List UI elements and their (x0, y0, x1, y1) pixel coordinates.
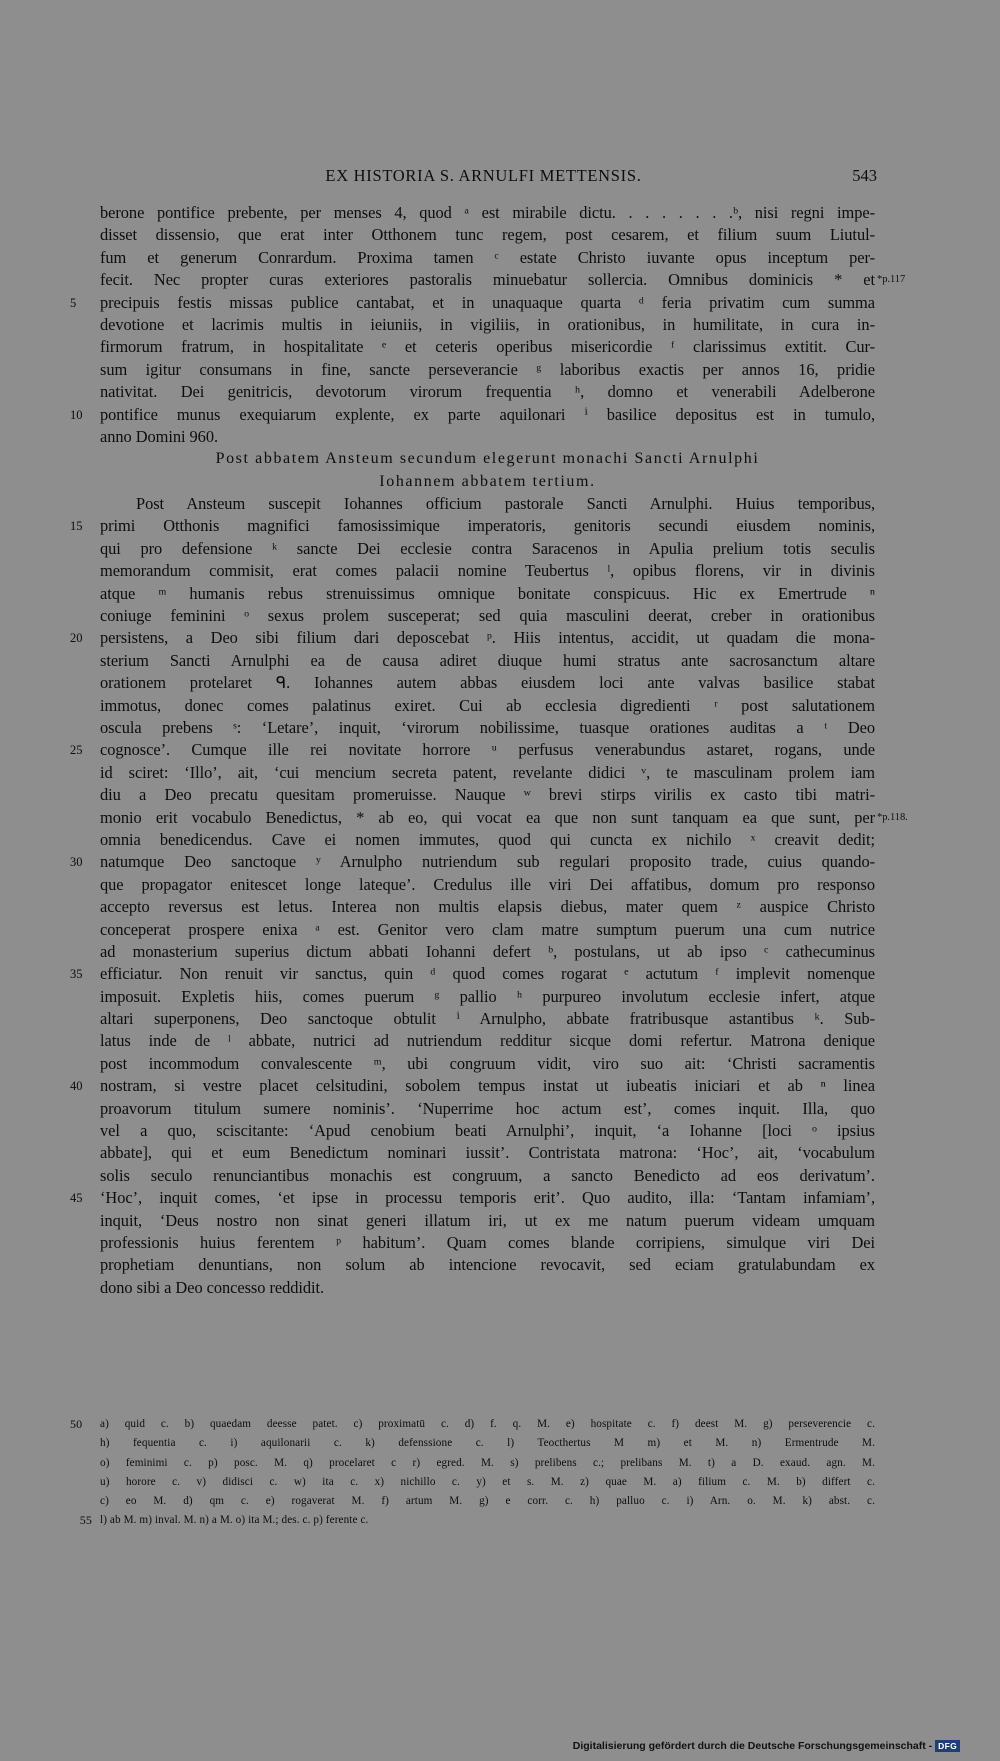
line-text: c) eo M. d) qm c. e) rogaverat M. f) artum M. g) e corr. c. h) palluo c. i) Arn. o. M. k) abst. c. (100, 1495, 875, 1508)
footnote-line (100, 1434, 875, 1453)
line-text: diu a Deo precatu quesitam promeruisse. Nauque ʷ brevi stirps virilis ex casto tibi matri- (100, 785, 875, 805)
line-number: 55 (79, 1513, 92, 1528)
line-number: 25 (70, 743, 83, 758)
line-text: conceperat prospere enixa ᵃ est. Genitor vero clam matre sumptum puerum una cum nutrice (100, 919, 875, 939)
text-line (100, 538, 875, 560)
line-text: pontifice munus exequiarum explente, ex parte aquilonari ⁱ basilice depositus est in tumulo, (100, 404, 875, 424)
line-text: anno Domini 960. (100, 426, 219, 446)
text-line (100, 1008, 875, 1030)
text-line (100, 1098, 875, 1120)
text-line (100, 493, 875, 515)
line-text: o) feminimi c. p) posc. M. q) procelaret c r) egred. M. s) prelibens c.; prelibans M. t) a D. exaud. agn. M. (100, 1456, 875, 1469)
line-text: omnia benedicendus. Cave ei nomen immutes, quod qui cuncta ex nichilo ˣ creavit dedit; (100, 829, 875, 849)
line-text: ‘Hoc’, inquit comes, ‘et ipse in processu temporis erit’. Quo audito, illa: ‘Tantam infamiam’, (100, 1188, 875, 1208)
text-line (100, 269, 906, 291)
footnote-line (100, 1454, 875, 1473)
text-line (100, 896, 875, 918)
line-text: coniuge feminini ᵒ sexus prolem susceperat; sed quia masculini deerat, creber in orationibus (100, 606, 875, 626)
running-title: EX HISTORIA S. ARNULFI METTENSIS. (325, 166, 642, 185)
text-line (100, 560, 875, 582)
line-text: fecit. Nec propter curas exteriores pastoralis minuebatur sollercia. Omnibus dominicis * et (100, 270, 875, 290)
line-text: nativitat. Dei genitricis, devotorum virorum frequentia ʰ, domno et venerabili Adelberone (100, 382, 875, 402)
line-text: immotus, donec comes palatinus exiret. Cui ab ecclesia digredienti ʳ post salutationem (100, 695, 875, 715)
margin-page-reference: *p.118. (877, 811, 908, 823)
line-text: primi Otthonis magnifici famosissimique imperatoris, genitoris secundi eiusdem nominis, (100, 516, 875, 536)
text-line (100, 314, 875, 336)
text-line (100, 1277, 875, 1299)
line-text: id sciret: ‘Illo’, ait, ‘cui mencium secreta patent, revelante didici ᵛ, te masculinam prolem iam (100, 762, 875, 782)
main-text (70, 202, 908, 1299)
dfg-logo: DFG (935, 1740, 960, 1752)
text-line (100, 717, 875, 739)
line-text: firmorum fratrum, in hospitalitate ᵉ et ceteris operibus misericordie ᶠ clarissimus extitit. Cur- (100, 337, 875, 357)
line-text: nostram, si vestre placet celsitudini, sobolem tempus instat ut iubeatis iniciari et ab ⁿ linea (100, 1076, 875, 1096)
line-text: devotione et lacrimis multis in ieiuniis, in vigiliis, in orationibus, in humilitate, in cura in- (100, 314, 875, 334)
line-number: 15 (70, 519, 83, 534)
line-text: dono sibi a Deo concesso reddidit. (100, 1277, 325, 1297)
line-text: altari superponens, Deo sanctoque obtulit ⁱ Arnulpho, abbate fratribusque astantibus ᵏ. Sub- (100, 1009, 875, 1029)
text-line (100, 605, 875, 627)
line-text: latus inde de ˡ abbate, nutrici ad nutriendum redditur sicque domi refertur. Matrona denique (100, 1031, 875, 1051)
text-line (100, 874, 875, 896)
text-line (70, 963, 875, 985)
text-line (100, 1120, 875, 1142)
text-line (70, 627, 875, 649)
text-line (70, 739, 875, 761)
line-text: l) ab M. m) inval. M. n) a M. o) ita M.; des. c. p) ferente c. (100, 1514, 369, 1527)
line-text: berone pontifice prebente, per menses 4, quod ᵃ est mirabile dictu. . . . . . . .ᵇ, nisi regni impe- (100, 203, 875, 222)
footnote-line (70, 1415, 875, 1434)
text-line (100, 1030, 875, 1052)
line-text: vel a quo, sciscitante: ‘Apud cenobium beati Arnulphi’, inquit, ‘a Iohanne [loci ᵒ ipsius (100, 1121, 875, 1141)
text-line (100, 1232, 875, 1254)
text-line (100, 381, 875, 403)
line-number: 20 (70, 631, 83, 646)
footnote-line (79, 1511, 875, 1530)
line-text: orationem protelaret ᑫ. Iohannes autem abbas eiusdem loci ante valvas basilice stabat (100, 673, 875, 693)
text-line (100, 1053, 875, 1075)
text-line (100, 426, 875, 448)
text-line (100, 1254, 875, 1276)
text-line (100, 224, 875, 246)
line-text: cognosce’. Cumque ille rei novitate horrore ᵘ perfusus venerabundus astaret, rogans, unde (100, 740, 875, 760)
text-line (100, 829, 875, 851)
text-line (70, 404, 875, 426)
line-text: Post abbatem Ansteum secundum elegerunt monachi Sancti Arnulphi (215, 450, 760, 468)
line-text: professionis huius ferentem ᵖ habitum’. Quam comes blande corripiens, simulque viri Dei (100, 1232, 875, 1252)
text-line (100, 1142, 875, 1164)
line-text: Post Ansteum suscepit Iohannes officium pastorale Sancti Arnulphi. Huius temporibus, (136, 494, 875, 514)
line-text: persistens, a Deo sibi filium dari deposcebat ᵖ. Hiis intentus, accidit, ut quadam die mona- (100, 628, 875, 648)
text-line (70, 851, 875, 873)
line-number: 40 (70, 1079, 83, 1094)
line-number: 30 (70, 855, 83, 870)
text-line (100, 650, 875, 672)
line-text: memorandum commisit, erat comes palacii nomine Teubertus ˡ, opibus florens, vir in divinis (100, 561, 875, 581)
footnote-line (100, 1473, 875, 1492)
footnote-line (100, 1492, 875, 1511)
line-text: h) fequentia c. i) aquilonarii c. k) defenssione c. l) Teocthertus M m) et M. n) Ermentrude M. (100, 1437, 875, 1450)
line-text: fum et generum Conrardum. Proxima tamen ᶜ estate Christo iuvante opus inceptum per- (100, 247, 875, 267)
text-line (70, 292, 875, 314)
line-text: oscula prebens ˢ: ‘Letare’, inquit, ‘virorum nobilissime, tuasque orationes auditas a ᵗ Deo (100, 717, 875, 737)
section-heading-line (100, 448, 875, 470)
margin-page-reference: *p.117 (877, 274, 906, 286)
line-text: abbate], qui et eum Benedictum nominari iussit’. Contristata matrona: ‘Hoc’, ait, ‘vocabulum (100, 1143, 875, 1163)
line-text: que propagator enitescet longe lateque’. Credulus ille viri Dei affatibus, domum pro responso (100, 874, 875, 894)
text-line (100, 695, 875, 717)
line-text: efficiatur. Non renuit vir sanctus, quin ᵈ quod comes rogarat ᵉ actutum ᶠ implevit nomenque (100, 964, 875, 984)
text-line (100, 807, 908, 829)
text-line (100, 762, 875, 784)
line-text: solis seculo renunciantibus monachis est congruum, a sancto Benedicto ad eos derivatum’. (100, 1165, 875, 1185)
footnotes (70, 1415, 875, 1531)
text-line (100, 672, 875, 694)
text-line (100, 919, 875, 941)
credit-text: Digitalisierung gefördert durch die Deutsche Forschungsgemeinschaft - (572, 1740, 933, 1752)
line-text: atque ᵐ humanis rebus strenuissimus omnique bonitate conspicuus. Hic ex Emertrude ⁿ (100, 583, 875, 603)
digitization-credit (573, 1740, 960, 1752)
text-line (100, 247, 875, 269)
text-line (100, 583, 875, 605)
page-number: 543 (852, 166, 877, 185)
text-line (100, 784, 875, 806)
line-text: ad monasterium superius dictum abbati Iohanni defert ᵇ, postulans, ut ab ipso ᶜ cathecuminus (100, 941, 875, 961)
section-heading-line (100, 471, 875, 493)
text-line (70, 515, 875, 537)
line-text: a) quid c. b) quaedam deesse patet. c) proximatū c. d) f. q. M. e) hospitate c. f) deest M. g) perseverencie c. (100, 1418, 875, 1430)
text-line (100, 1165, 875, 1187)
line-text: prophetiam denuntians, non solum ab intencione revocavit, sed eciam gratulabundam ex (100, 1255, 875, 1275)
line-number: 35 (70, 967, 83, 982)
line-number: 5 (70, 295, 77, 310)
text-line (100, 202, 875, 224)
line-number: 10 (70, 407, 83, 422)
line-text: sum igitur consumans in fine, sancte perseverancie ᵍ laboribus exactis per annos 16, pridie (100, 359, 875, 379)
line-text: qui pro defensione ᵏ sancte Dei ecclesie contra Saracenos in Apulia prelium totis seculis (100, 538, 875, 558)
line-text: u) horore c. v) didisci c. w) ita c. x) nichillo c. y) et s. M. z) quae M. a) filium c. M. b) differt c. (100, 1475, 875, 1488)
line-text: monio erit vocabulo Benedictus, * ab eo, qui vocat ea que non sunt tanquam ea que sunt, per (100, 807, 875, 827)
line-text: accepto reversus est letus. Interea non multis elapsis diebus, mater quem ᶻ auspice Christo (100, 897, 875, 917)
line-text: precipuis festis missas publice cantabat, et in unaquaque quarta ᵈ feria privatim cum summa (100, 292, 875, 312)
text-line (100, 986, 875, 1008)
line-text: inquit, ‘Deus nostro non sinat generi illatum iri, ut ex me natum puerum videam umquam (100, 1210, 875, 1230)
line-text: natumque Deo sanctoque ʸ Arnulpho nutriendum sub regulari proposito trade, cuius quando- (100, 852, 875, 872)
line-text: Iohannem abbatem tertium. (379, 472, 596, 490)
line-text: imposuit. Expletis hiis, comes puerum ᵍ pallio ʰ purpureo involutum ecclesie infert, atque (100, 986, 875, 1006)
line-text: proavorum titulum sumere nominis’. ‘Nuperrime hoc actum est’, comes inquit. Illa, quo (100, 1098, 875, 1118)
text-line (100, 336, 875, 358)
line-text: disset dissensio, que erat inter Otthonem tunc regem, post cesarem, et filium suum Liutul- (100, 225, 875, 245)
text-line (100, 359, 875, 381)
text-line (100, 941, 875, 963)
line-text: sterium Sancti Arnulphi ea de causa adiret diuque humi stratus ante sacrosanctum altare (100, 650, 875, 670)
text-line (70, 1075, 875, 1097)
text-line (100, 1210, 875, 1232)
line-number: 45 (70, 1191, 83, 1206)
text-line (70, 1187, 875, 1209)
line-number: 50 (70, 1417, 83, 1431)
running-header (90, 166, 877, 190)
line-text: post incommodum convalescente ᵐ, ubi congruum vidit, viro suo ait: ‘Christi sacramentis (100, 1053, 875, 1073)
